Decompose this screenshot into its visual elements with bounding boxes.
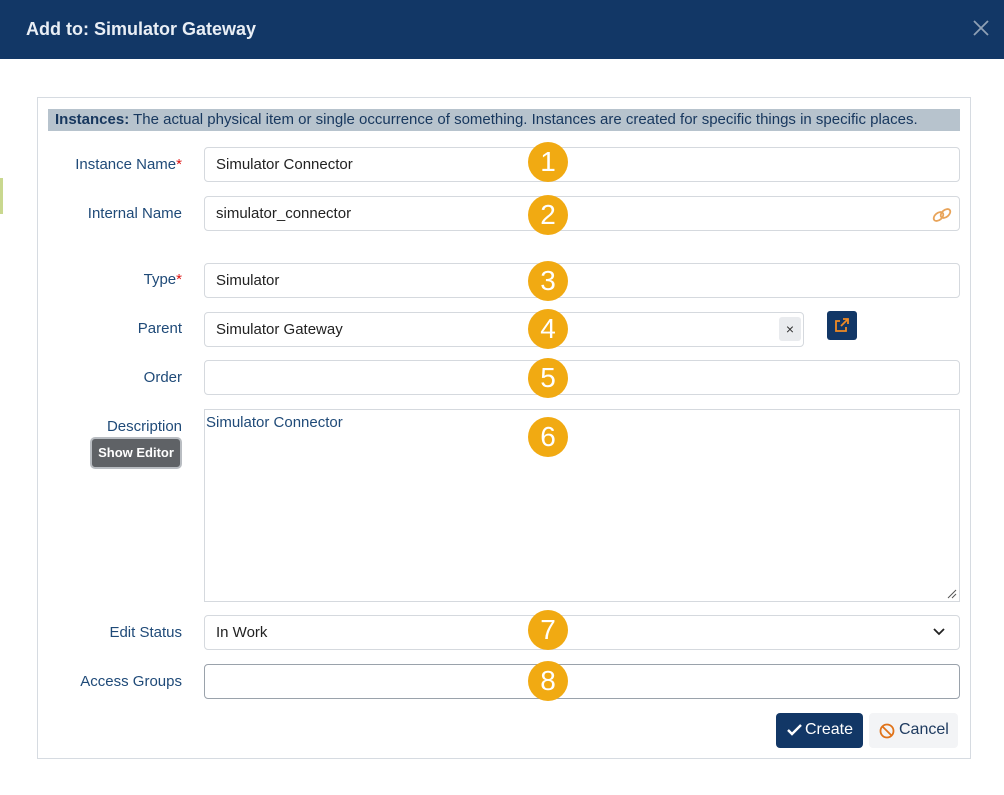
description-label: Description [106, 418, 182, 435]
check-icon [787, 724, 802, 736]
required-mark: * [176, 156, 182, 173]
parent-input[interactable] [204, 312, 804, 347]
instance-name-input[interactable] [204, 147, 960, 182]
dialog-title: Add to: Simulator Gateway [26, 19, 257, 39]
intro-term: Instances: [55, 111, 130, 128]
type-value: Simulator [216, 272, 280, 289]
instance-name-value: Simulator Connector [216, 156, 353, 173]
internal-name-label: Internal Name [87, 205, 182, 222]
internal-name-input[interactable] [204, 196, 960, 231]
cancel-button[interactable] [869, 713, 958, 748]
cancel-button-label: Cancel [899, 721, 949, 738]
order-label: Order [143, 369, 182, 386]
instance-name-label-text: Instance Name [75, 156, 177, 173]
access-groups-input[interactable] [204, 664, 960, 699]
type-input[interactable] [204, 263, 960, 298]
parent-label: Parent [137, 320, 182, 337]
parent-value: Simulator Gateway [216, 321, 343, 338]
create-button-label: Create [805, 721, 854, 738]
background-edge-accent [0, 178, 3, 214]
description-textarea[interactable] [204, 409, 960, 602]
callout-badge-2: 2 [528, 195, 568, 235]
external-link-icon [834, 317, 850, 333]
required-mark: * [176, 271, 182, 288]
show-editor-button[interactable]: Show Editor [90, 437, 182, 469]
callout-badge-5: 5 [528, 358, 568, 398]
open-parent-button[interactable] [827, 311, 857, 340]
type-label-text: Type [143, 271, 177, 288]
callout-badge-3: 3 [528, 261, 568, 301]
clear-parent-button[interactable]: × [779, 317, 801, 341]
callout-badge-1: 1 [528, 142, 568, 182]
callout-badge-4: 4 [528, 309, 568, 349]
resize-handle-icon[interactable] [947, 589, 957, 599]
close-icon[interactable] [970, 17, 994, 41]
edit-status-value: In Work [216, 624, 268, 641]
callout-badge-7: 7 [528, 610, 568, 650]
create-button[interactable] [776, 713, 863, 748]
callout-badge-8: 8 [528, 661, 568, 701]
access-groups-label: Access Groups [80, 673, 182, 690]
internal-name-value: simulator_connector [216, 205, 352, 222]
link-icon[interactable] [931, 204, 953, 224]
type-label [144, 271, 182, 288]
edit-status-label: Edit Status [109, 624, 182, 641]
description-value: Simulator Connector [206, 414, 343, 431]
edit-status-select[interactable] [204, 615, 960, 650]
dialog-header [0, 0, 1004, 59]
instance-name-label [75, 156, 182, 173]
intro-text: The actual physical item or single occurrence of something. Instances are created for specific things in specific places. [129, 111, 918, 128]
intro-banner [48, 109, 960, 131]
order-input[interactable] [204, 360, 960, 395]
callout-badge-6: 6 [528, 417, 568, 457]
chevron-down-icon [933, 628, 945, 636]
ban-icon [879, 723, 895, 739]
